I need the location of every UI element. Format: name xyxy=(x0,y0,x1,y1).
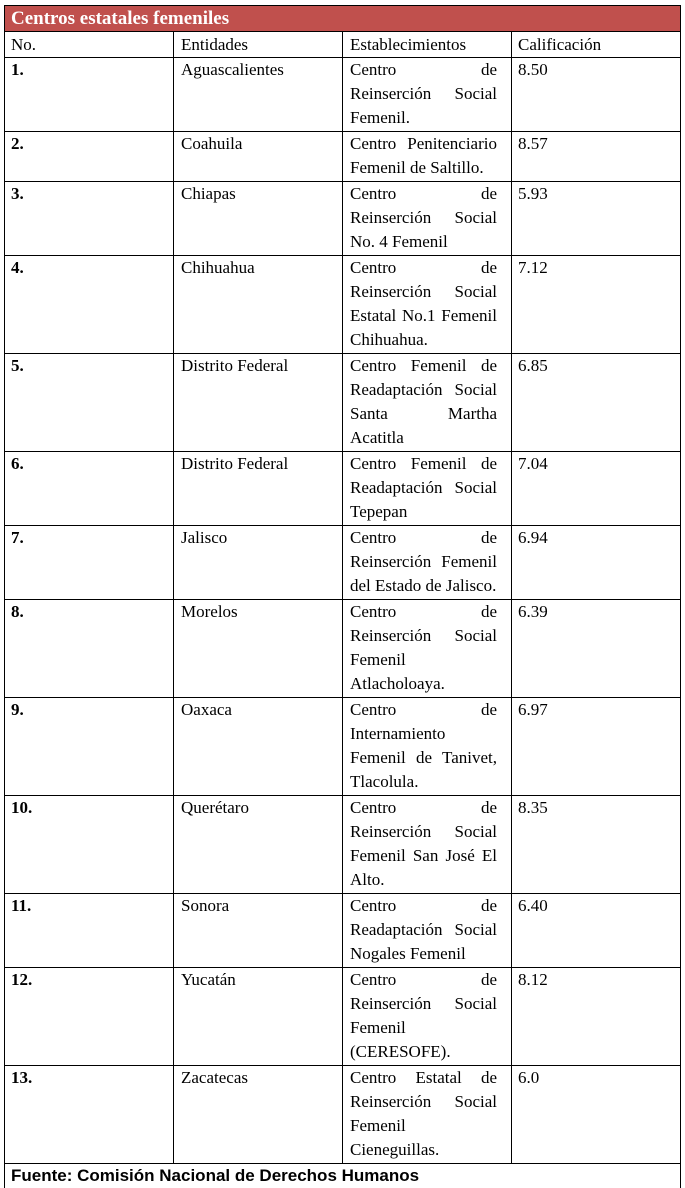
row-calificacion: 8.12 xyxy=(512,968,681,1066)
row-entidad: Sonora xyxy=(174,894,343,968)
row-number: 4. xyxy=(5,256,174,354)
row-calificacion: 8.57 xyxy=(512,132,681,182)
table-row xyxy=(5,182,681,256)
row-number: 8. xyxy=(5,600,174,698)
row-number: 7. xyxy=(5,526,174,600)
table-row xyxy=(5,354,681,452)
row-establecimiento: Centro de Reinserción Social Femenil (CERESOFE). xyxy=(343,968,512,1066)
table-row xyxy=(5,894,681,968)
table-source-row xyxy=(5,1164,681,1188)
row-calificacion: 6.97 xyxy=(512,698,681,796)
table-row xyxy=(5,600,681,698)
row-entidad: Morelos xyxy=(174,600,343,698)
row-establecimiento: Centro de Reinserción Social Femenil Atlacholoaya. xyxy=(343,600,512,698)
table-row xyxy=(5,58,681,132)
centros-table xyxy=(4,5,681,1188)
row-establecimiento: Centro de Reinserción Social Femenil San José El Alto. xyxy=(343,796,512,894)
table-row xyxy=(5,132,681,182)
row-entidad: Chihuahua xyxy=(174,256,343,354)
column-header-calificacion: Calificación xyxy=(512,32,681,58)
row-calificacion: 6.94 xyxy=(512,526,681,600)
row-number: 3. xyxy=(5,182,174,256)
row-entidad: Jalisco xyxy=(174,526,343,600)
column-header-entidades: Entidades xyxy=(174,32,343,58)
row-establecimiento: Centro de Reinserción Femenil del Estado de Jalisco. xyxy=(343,526,512,600)
row-calificacion: 5.93 xyxy=(512,182,681,256)
table-row xyxy=(5,796,681,894)
table-row xyxy=(5,1066,681,1164)
row-number: 2. xyxy=(5,132,174,182)
row-entidad: Yucatán xyxy=(174,968,343,1066)
table-row xyxy=(5,526,681,600)
row-entidad: Aguascalientes xyxy=(174,58,343,132)
row-number: 12. xyxy=(5,968,174,1066)
row-establecimiento: Centro de Reinserción Social Estatal No.1 Femenil Chihuahua. xyxy=(343,256,512,354)
row-number: 5. xyxy=(5,354,174,452)
table-title: Centros estatales femeniles xyxy=(5,6,681,32)
column-header-no: No. xyxy=(5,32,174,58)
row-number: 9. xyxy=(5,698,174,796)
row-calificacion: 6.0 xyxy=(512,1066,681,1164)
row-calificacion: 6.39 xyxy=(512,600,681,698)
row-number: 6. xyxy=(5,452,174,526)
table-row xyxy=(5,452,681,526)
table-row xyxy=(5,256,681,354)
row-number: 1. xyxy=(5,58,174,132)
row-calificacion: 6.40 xyxy=(512,894,681,968)
row-entidad: Distrito Federal xyxy=(174,452,343,526)
row-calificacion: 8.35 xyxy=(512,796,681,894)
row-establecimiento: Centro de Internamiento Femenil de Tanivet, Tlacolula. xyxy=(343,698,512,796)
row-establecimiento: Centro Femenil de Readaptación Social Santa Martha Acatitla xyxy=(343,354,512,452)
row-entidad: Coahuila xyxy=(174,132,343,182)
row-entidad: Oaxaca xyxy=(174,698,343,796)
row-establecimiento: Centro Penitenciario Femenil de Saltillo. xyxy=(343,132,512,182)
table-row xyxy=(5,968,681,1066)
row-number: 11. xyxy=(5,894,174,968)
row-establecimiento: Centro Estatal de Reinserción Social Femenil Cieneguillas. xyxy=(343,1066,512,1164)
row-establecimiento: Centro Femenil de Readaptación Social Tepepan xyxy=(343,452,512,526)
row-entidad: Chiapas xyxy=(174,182,343,256)
row-calificacion: 6.85 xyxy=(512,354,681,452)
row-entidad: Distrito Federal xyxy=(174,354,343,452)
row-number: 10. xyxy=(5,796,174,894)
table-source: Fuente: Comisión Nacional de Derechos Humanos xyxy=(5,1164,681,1188)
row-entidad: Zacatecas xyxy=(174,1066,343,1164)
table-row xyxy=(5,698,681,796)
row-establecimiento: Centro de Reinserción Social Femenil. xyxy=(343,58,512,132)
row-calificacion: 7.04 xyxy=(512,452,681,526)
row-entidad: Querétaro xyxy=(174,796,343,894)
row-number: 13. xyxy=(5,1066,174,1164)
row-calificacion: 8.50 xyxy=(512,58,681,132)
row-calificacion: 7.12 xyxy=(512,256,681,354)
table-title-row xyxy=(5,6,681,32)
row-establecimiento: Centro de Reinserción Social No. 4 Femenil xyxy=(343,182,512,256)
row-establecimiento: Centro de Readaptación Social Nogales Femenil xyxy=(343,894,512,968)
column-header-establecimientos: Establecimientos xyxy=(343,32,512,58)
table-header-row xyxy=(5,32,681,58)
